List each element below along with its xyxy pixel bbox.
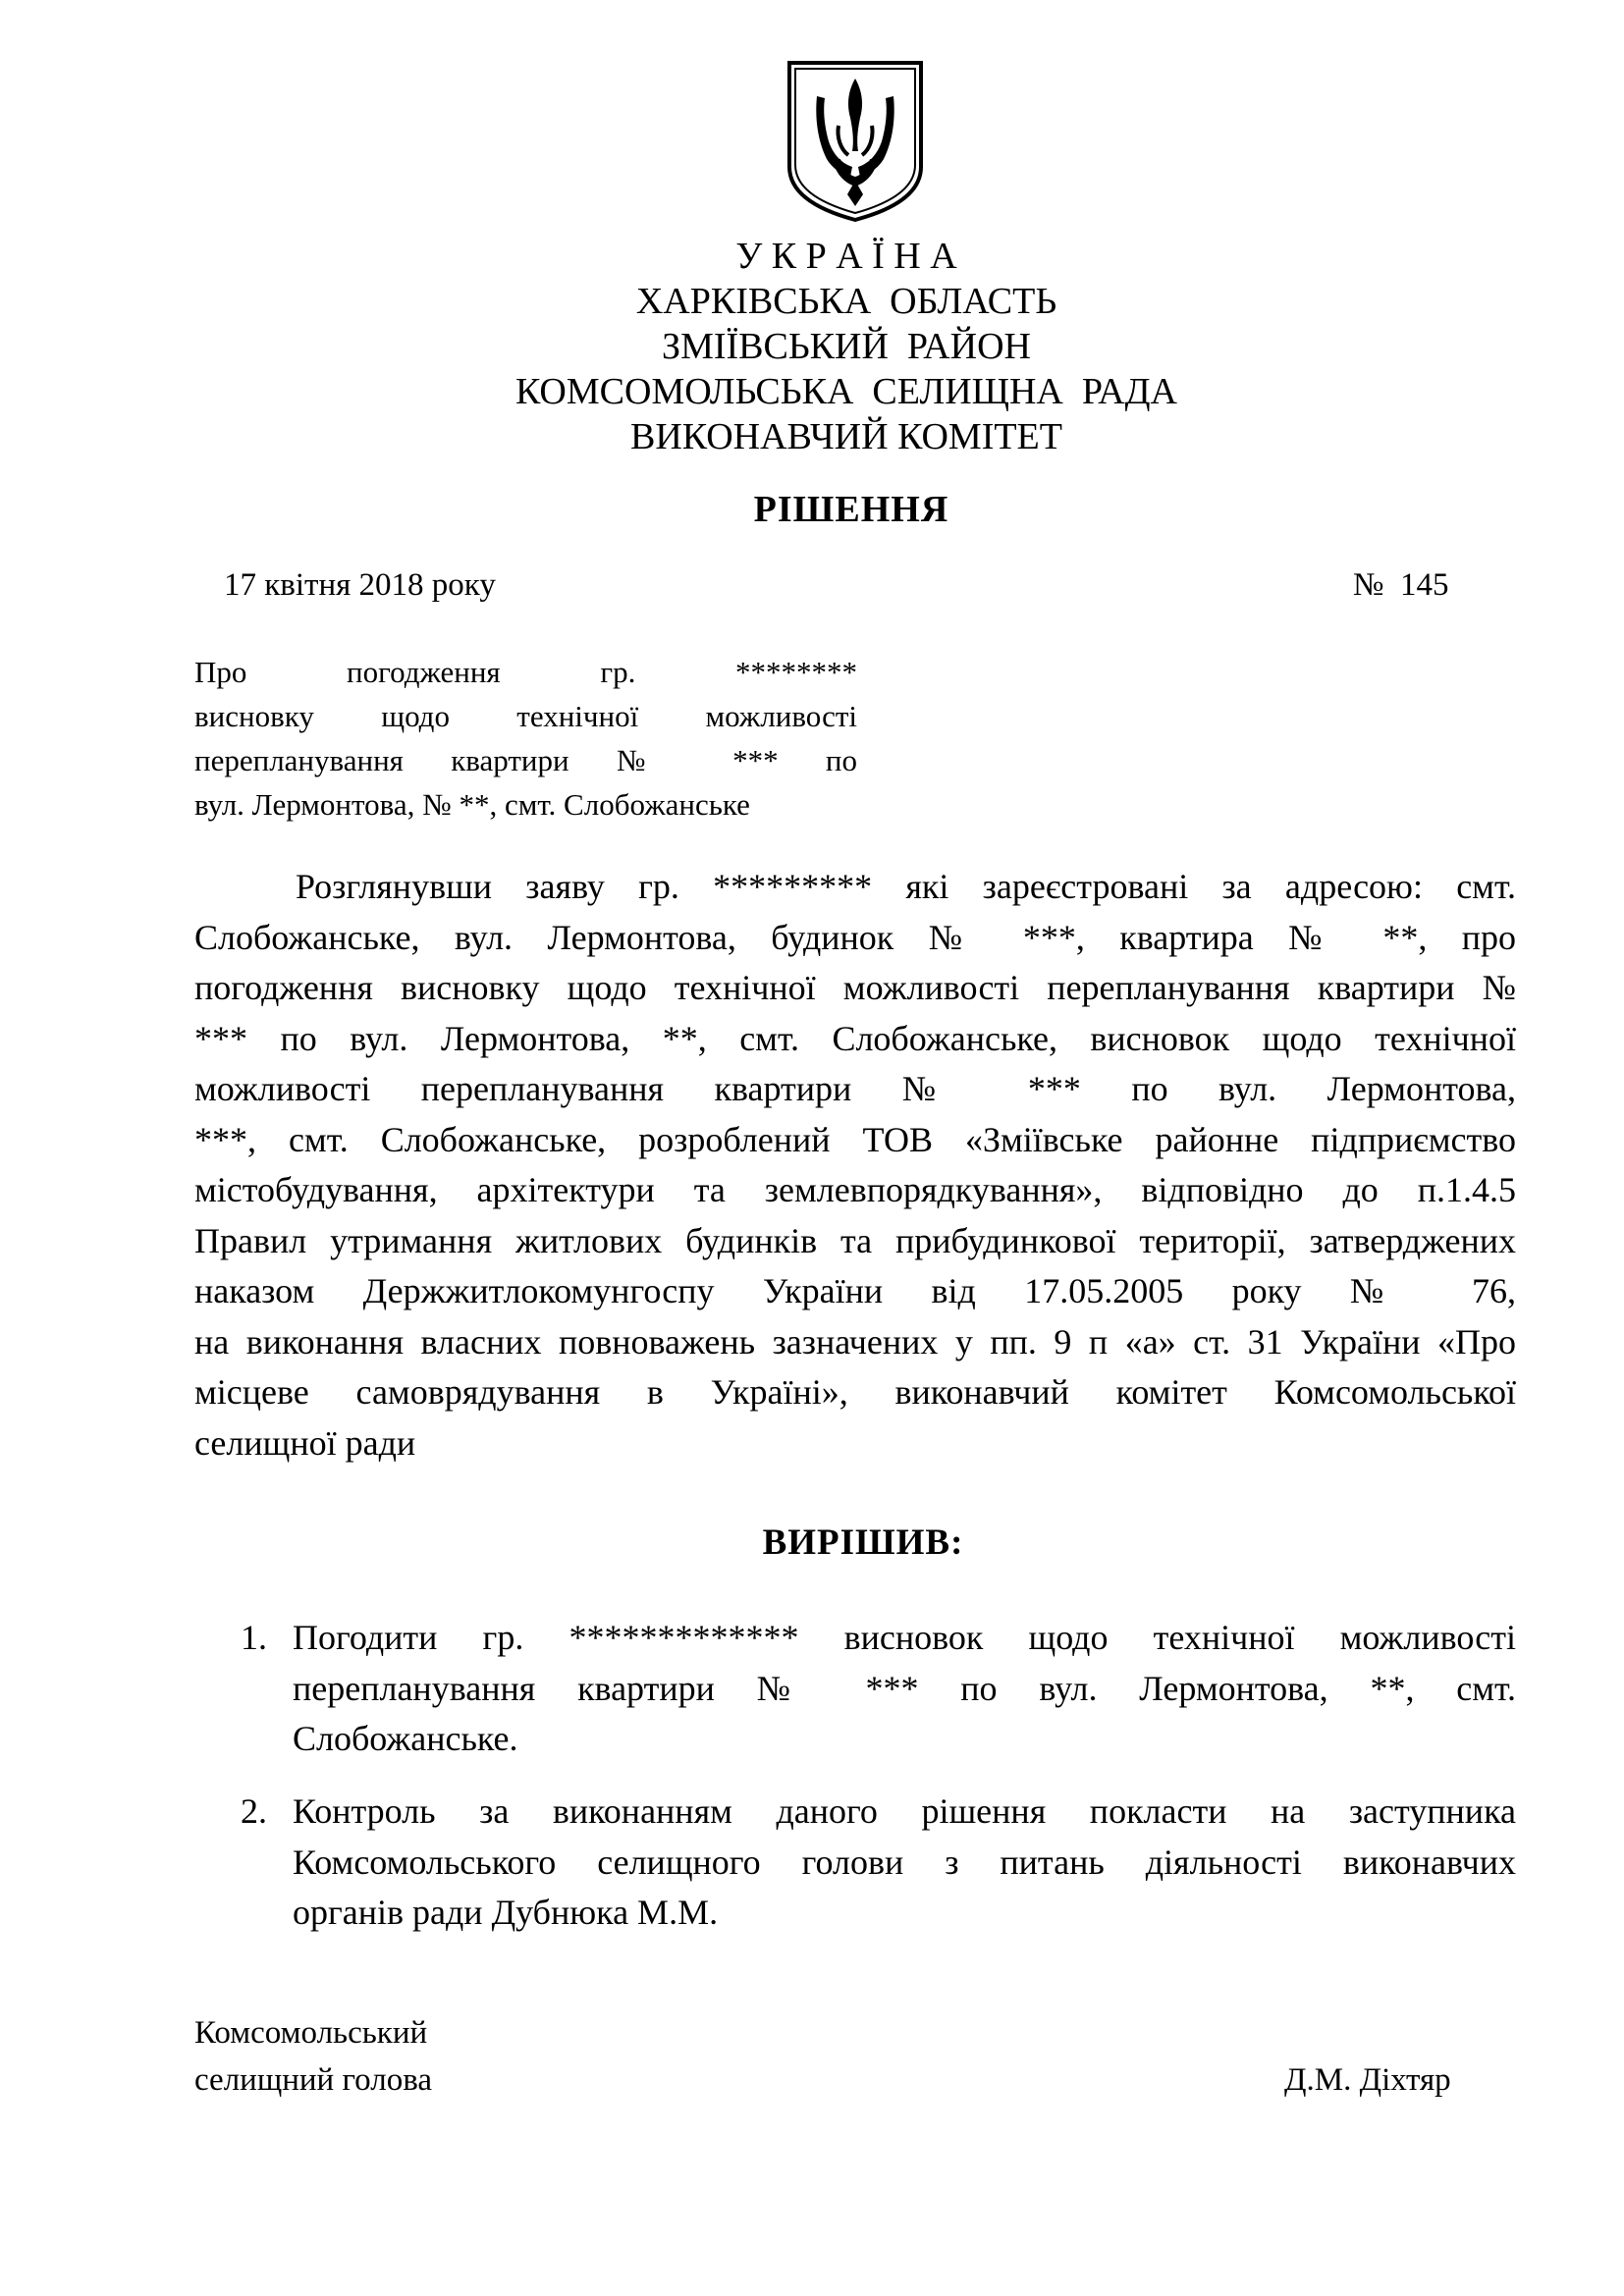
item-line: Контроль за виконанням даного рішення покласти на заступника — [293, 1791, 1516, 1831]
decision-subject — [194, 650, 857, 827]
subject-line: висновку щодо технічної можливості — [194, 699, 857, 733]
decision-number: № 145 — [1353, 567, 1449, 603]
document-header — [0, 234, 1624, 459]
resolved-heading: ВИРІШИВ: — [762, 1522, 964, 1563]
preamble-line: ***, смт. Слобожанське, розроблений ТОВ «Зміївське районне підприємство — [194, 1119, 1516, 1159]
item-line: перепланування квартири № *** по вул. Лермонтова, **, смт. — [293, 1668, 1516, 1708]
signature-position — [194, 2009, 432, 2104]
item-line: Комсомольського селищного голови з питань діяльності виконавчих — [293, 1842, 1516, 1882]
preamble-line: можливості перепланування квартири № *** по вул. Лермонтова, — [194, 1069, 1516, 1108]
preamble-line: *** по вул. Лермонтова, **, смт. Слобожанське, висновок щодо технічної — [194, 1018, 1516, 1058]
preamble-line: погодження висновку щодо технічної можливості перепланування квартири № — [194, 968, 1516, 1007]
preamble-line: наказом Держжитлокомунгоспу України від 17.05.2005 року № 76, — [194, 1271, 1516, 1310]
signature-position-line: Комсомольський — [194, 2015, 428, 2051]
item-number: 2. — [241, 1791, 267, 1831]
preamble-line: місцеве самоврядування в Україні», виконавчий комітет Комсомольської — [194, 1372, 1516, 1412]
preamble-line: Правил утримання житлових будинків та прибудинкової території, затверджених — [194, 1220, 1516, 1260]
header-country: У К Р А Ї Н А — [735, 236, 957, 277]
header-region: ХАРКІВСЬКА ОБЛАСТЬ — [635, 281, 1057, 322]
subject-line: перепланування квартири № *** по — [194, 743, 857, 777]
decision-date: 17 квітня 2018 року — [224, 567, 496, 603]
preamble-line: Розглянувши заяву гр. ********* які зареєстровані за адресою: смт. — [296, 867, 1516, 906]
item-line: органів ради Дубнюка М.М. — [293, 1893, 719, 1932]
decision-title: РІШЕННЯ — [753, 489, 949, 530]
item-line: Погодити гр. ************* висновок щодо технічної можливості — [293, 1618, 1516, 1657]
header-committee: ВИКОНАВЧИЙ КОМІТЕТ — [630, 416, 1062, 457]
subject-line: Про погодження гр. ******** — [194, 655, 857, 689]
preamble-line: містобудування, архітектури та землевпорядкування», відповідно до п.1.4.5 — [194, 1170, 1516, 1209]
preamble-line: на виконання власних повноважень зазначених у пп. 9 п «а» ст. 31 України «Про — [194, 1321, 1516, 1362]
item-body — [293, 1787, 1516, 1939]
trident-coat-of-arms-icon — [782, 57, 929, 224]
preamble-line: Слобожанське, вул. Лермонтова, будинок № ***, квартира № **, про — [194, 917, 1516, 957]
signature-position-line: селищний голова — [194, 2062, 433, 2098]
preamble-line: селищної ради — [194, 1422, 416, 1463]
item-line: Слобожанське. — [293, 1719, 518, 1758]
item-number: 1. — [241, 1618, 267, 1657]
item-body — [293, 1613, 1516, 1765]
header-council: КОМСОМОЛЬСЬКА СЕЛИЩНА РАДА — [515, 371, 1177, 412]
header-district: ЗМІЇВСЬКИЙ РАЙОН — [662, 326, 1031, 367]
subject-line: вул. Лермонтова, № **, смт. Слобожанське — [194, 787, 750, 822]
preamble-paragraph — [194, 862, 1516, 1468]
signature-name: Д.М. Діхтяр — [1284, 2062, 1451, 2098]
